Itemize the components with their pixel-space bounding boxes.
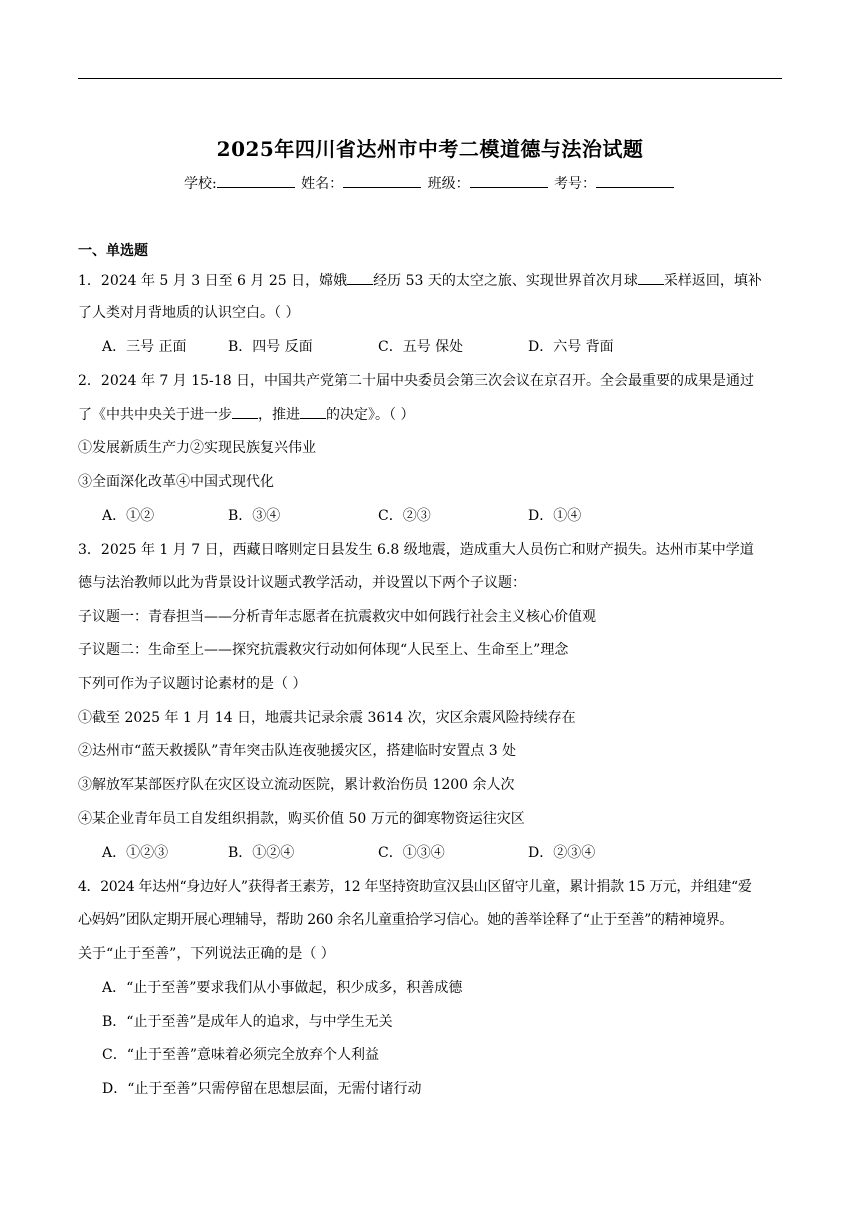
q2-option-b: B．③④ [228, 508, 281, 524]
q3-material-1: ①截至 2025 年 1 月 14 日，地震共记录余震 3614 次，灾区余震风险持续存在 [78, 710, 576, 726]
q2-statement-2: ③全面深化改革④中国式现代化 [78, 474, 274, 490]
q3-sub-topic-2: 子议题二：生命至上——探究抗震救灾行动如何体现“人民至上、生命至上”理念 [78, 642, 569, 658]
q2-blank-2 [300, 404, 326, 419]
q3-stem-line-1: 3．2025 年 1 月 7 日，西藏日喀则定日县发生 6.8 级地震，造成重大人员伤亡和财产损失。达州市某中学道 [78, 542, 754, 558]
page-title: 2025年四川省达州市中考二模道德与法治试题 [216, 137, 644, 161]
class-blank [470, 173, 548, 188]
q2-blank-1 [232, 404, 258, 419]
q4-stem-line-3: 关于“止于至善”，下列说法正确的是（ ） [78, 946, 335, 962]
student-info-line [0, 173, 860, 194]
exam-no-blank [596, 173, 674, 188]
q3-material-3: ③解放军某部医疗队在灾区设立流动医院，累计救治伤员 1200 余人次 [78, 777, 515, 793]
q2-text-c: 的决定》。（ ） [326, 407, 415, 423]
q1-text-b: 经历 53 天的太空之旅、实现世界首次月球 [373, 273, 638, 289]
q4-stem-line-2: 心妈妈”团队定期开展心理辅导，帮助 260 余名儿童重拾学习信心。她的善举诠释了“止于至善”的精神境界。 [78, 912, 733, 928]
q1-option-b: B．四号 反面 [228, 339, 313, 355]
q3-option-c: C．①③④ [378, 845, 445, 861]
q2-stem-line-1: 2．2024 年 7 月 15-18 日，中国共产党第二十届中央委员会第三次会议在京召开。全会最重要的成果是通过 [78, 373, 755, 389]
exam-no-label: 考号： [554, 176, 597, 192]
q2-option-c: C．②③ [378, 508, 431, 524]
q3-stem-line-2: 德与法治教师以此为背景设计议题式教学活动，并设置以下两个子议题： [78, 575, 526, 591]
q3-material-4: ④某企业青年员工自发组织捐款，购买价值 50 万元的御寒物资运往灾区 [78, 811, 525, 827]
q4-stem-line-1: 4．2024 年达州“身边好人”获得者王素芳，12 年坚持资助宣汉县山区留守儿童，累计捐款 15 万元，并组建“爱 [78, 879, 752, 895]
q2-statement-1: ①发展新质生产力②实现民族复兴伟业 [78, 440, 316, 456]
header-rule [78, 78, 782, 79]
school-blank [217, 173, 295, 188]
q4-option-a: A．“止于至善”要求我们从小事做起，积少成多，积善成德 [102, 980, 463, 996]
q1-stem-line-2: 了人类对月背地质的认识空白。（ ） [78, 305, 300, 321]
q2-option-d: D．①④ [528, 508, 582, 524]
name-label: 姓名： [301, 176, 344, 192]
class-label: 班级： [427, 176, 470, 192]
q1-blank-2 [638, 270, 664, 285]
q3-material-2: ②达州市“蓝天救援队”青年突击队连夜驰援灾区，搭建临时安置点 3 处 [78, 743, 517, 759]
q4-option-c: C．“止于至善”意味着必须完全放弃个人利益 [102, 1047, 380, 1063]
q3-sub-topic-1: 子议题一：青春担当——分析青年志愿者在抗震救灾中如何践行社会主义核心价值观 [78, 609, 596, 625]
q3-option-b: B．①②④ [228, 845, 295, 861]
q4-option-b: B．“止于至善”是成年人的追求，与中学生无关 [102, 1014, 393, 1030]
q1-text-c: 采样返回，填补 [663, 273, 762, 289]
q3-prompt: 下列可作为子议题讨论素材的是（ ） [78, 676, 307, 692]
name-blank [343, 173, 421, 188]
q1-stem-line-1 [78, 270, 762, 291]
section-title: 一、单选题 [78, 243, 148, 259]
q3-option-d: D．②③④ [528, 845, 596, 861]
q2-text-a: 了《中共中央关于进一步 [78, 407, 232, 423]
school-label: 学校: [183, 176, 217, 192]
q4-option-d: D．“止于至善”只需停留在思想层面，无需付诸行动 [102, 1081, 422, 1097]
q1-blank-1 [347, 270, 373, 285]
q3-option-a: A．①②③ [102, 845, 169, 861]
q1-option-a: A．三号 正面 [102, 339, 187, 355]
q2-stem-line-2 [78, 404, 414, 425]
q1-option-c: C．五号 保处 [378, 339, 464, 355]
q1-text-a: 1．2024 年 5 月 3 日至 6 月 25 日，嫦娥 [78, 273, 348, 289]
q1-option-d: D．六号 背面 [528, 339, 614, 355]
q2-text-b: ，推进 [258, 407, 300, 423]
q2-option-a: A．①② [102, 508, 155, 524]
